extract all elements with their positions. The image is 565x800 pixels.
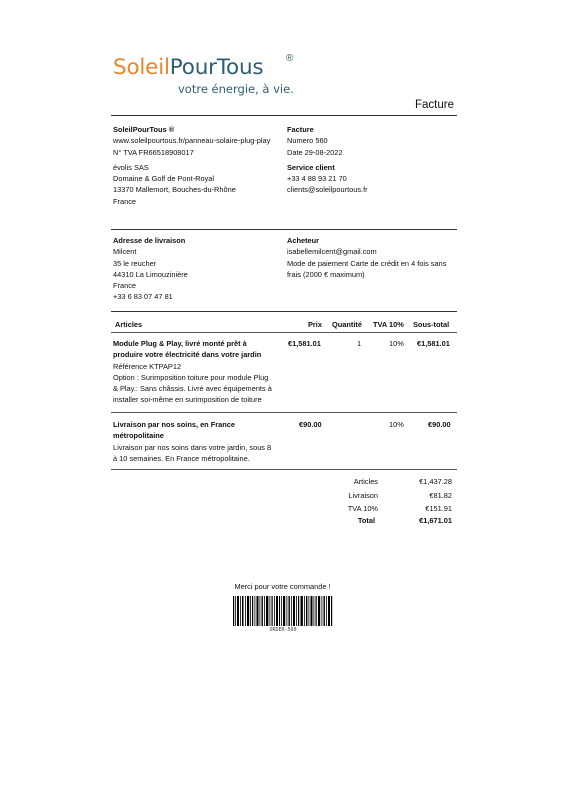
buyer-payment-line-2: frais (2000 € maximum) — [287, 269, 365, 279]
buyer-block — [287, 235, 446, 280]
seller-url[interactable]: www.soleilpourtous.fr/panneau-solaire-plug-play — [113, 136, 271, 146]
invoice-date: Date 29-08-2022 — [287, 147, 343, 157]
barcode — [233, 596, 333, 626]
totals-divider — [111, 469, 457, 470]
thank-you-message: Merci pour votre commande ! — [234, 582, 331, 591]
logo-part-2: PourTous — [169, 55, 264, 80]
totals-articles-value: €1,437.28 — [419, 477, 452, 486]
service-phone: +33 4 88 93 21 70 — [287, 174, 347, 184]
seller-company: évolis SAS — [113, 162, 149, 172]
delivery-heading: Adresse de livraison — [113, 236, 186, 245]
delivery-street: 35 le reucher — [113, 258, 157, 268]
header-divider — [111, 115, 457, 116]
logo-part-1: Soleil — [113, 55, 170, 80]
seller-vat: N° TVA FR66518908017 — [113, 147, 194, 157]
totals-articles-label: Articles — [353, 477, 378, 486]
delivery-city: 44310 La Limouzinière — [113, 269, 188, 279]
col-header-quantite: Quantité — [332, 320, 362, 329]
document-title: Facture — [415, 99, 454, 111]
company-logo — [113, 53, 294, 96]
totals-total-value: €1,671.01 — [419, 516, 452, 525]
buyer-email[interactable]: isabellemilcent@gmail.com — [287, 247, 377, 257]
row-subtotal: €90.00 — [428, 420, 451, 429]
row-desc-line-3: & Play.: Sans châssis. Livré avec équipements à — [113, 384, 272, 394]
seller-country: France — [113, 196, 137, 206]
delivery-block — [113, 235, 188, 303]
totals-tva-label: TVA 10% — [347, 504, 378, 513]
row-qty: 1 — [357, 339, 362, 348]
buyer-payment-line-1: Mode de paiement Carte de crédit en 4 fois sans — [287, 258, 447, 268]
row-desc-line-2: à 10 semaines. En France métropolitaine. — [113, 453, 250, 463]
seller-block — [113, 124, 270, 207]
invoice-info-block — [287, 124, 368, 196]
col-header-prix: Prix — [308, 320, 322, 329]
invoice-heading: Facture — [287, 125, 314, 134]
logo-tagline: votre énergie, à vie. — [178, 82, 294, 96]
totals-total-label: Total — [357, 516, 375, 525]
row-tva: 10% — [389, 420, 404, 429]
totals-livraison-label: Livraison — [348, 491, 378, 500]
delivery-name: Milcent — [113, 247, 137, 257]
row-price: €90.00 — [299, 420, 322, 429]
row-tva: 10% — [389, 339, 404, 348]
row-title-line-1: Livraison par nos soins, en France — [113, 420, 235, 429]
seller-name: SoleilPourTous ® — [113, 125, 175, 134]
col-header-sous-total: Sous-total — [413, 320, 450, 329]
row-price: €1,581.01 — [288, 339, 321, 348]
delivery-phone: +33 6 83 07 47 81 — [113, 292, 173, 302]
row-title-line-2: métropolitaine — [113, 431, 164, 441]
row-description — [113, 419, 271, 464]
invoice-number: Numero 560 — [287, 136, 328, 146]
buyer-heading: Acheteur — [287, 236, 320, 245]
service-heading: Service client — [287, 162, 335, 172]
row-desc-line-1: Livraison par nos soins dans votre jardin, sous 8 — [113, 442, 272, 452]
delivery-country: France — [113, 281, 137, 291]
table-header-divider — [111, 332, 457, 333]
row-description — [113, 338, 272, 406]
address-divider — [111, 229, 457, 230]
row-desc-line-1: Référence KTPAP12 — [113, 361, 182, 371]
col-header-tva: TVA 10% — [373, 320, 404, 329]
service-email[interactable]: clients@soleilpourtous.fr — [287, 185, 368, 195]
row-divider — [111, 412, 457, 413]
barcode-label: ORDER-560 — [269, 627, 297, 633]
col-header-articles: Articles — [115, 320, 143, 329]
row-desc-line-2: Option : Surimposition toiture pour module Plug — [113, 372, 269, 382]
row-title-line-2: produire votre électricité dans votre jardin — [113, 350, 262, 360]
seller-street: Domaine & Golf de Pont-Royal — [113, 174, 215, 184]
logo-wordmark — [113, 55, 263, 81]
row-desc-line-4: installer soi-même en surimposition de toiture — [113, 395, 262, 405]
row-subtotal: €1,581.01 — [417, 339, 450, 348]
table-top-divider — [111, 311, 457, 312]
logo-registered-mark: ® — [286, 53, 294, 64]
totals-livraison-value: €81.82 — [429, 491, 452, 500]
seller-city: 13370 Mallemort, Bouches-du-Rhône — [113, 185, 236, 195]
totals-tva-value: €151.91 — [425, 504, 452, 513]
row-title-line-1: Module Plug & Play, livré monté prêt à — [113, 339, 247, 348]
